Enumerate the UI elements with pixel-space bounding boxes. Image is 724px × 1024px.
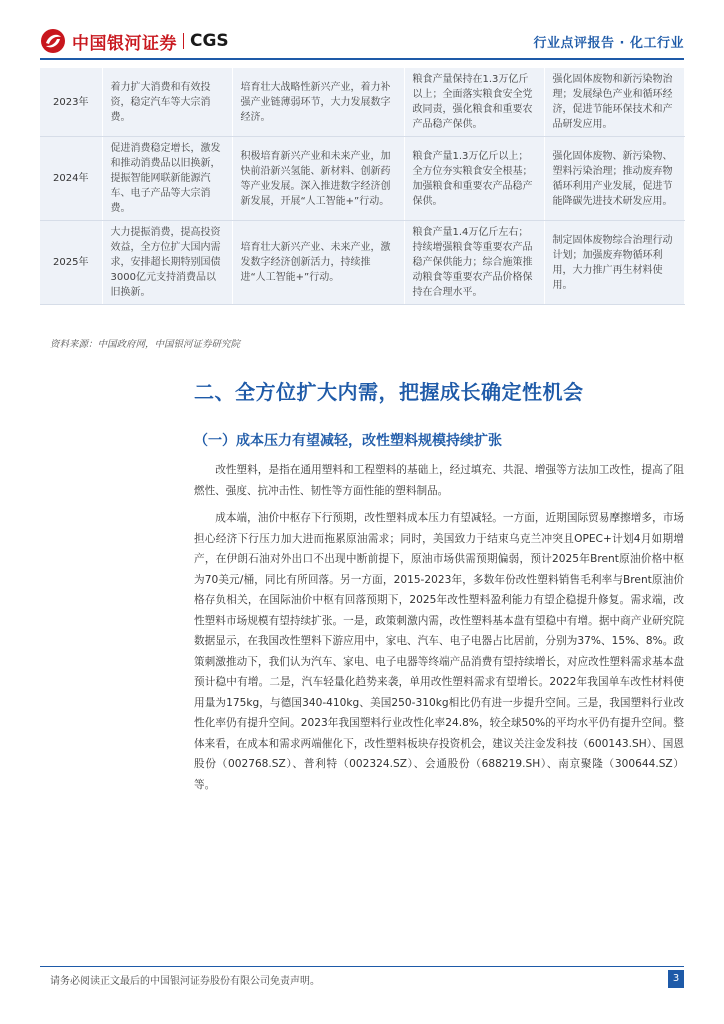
company-logo <box>40 28 229 54</box>
logo-chinese-name: 中国银河证券 <box>72 33 177 54</box>
table-cell-consumption: 促进消费稳定增长，激发和推动消费品以旧换新，提振智能网联新能源汽车、电子产品等大宗消费。 <box>102 137 232 221</box>
section-title: 二、全方位扩大内需，把握成长确定性机会 <box>194 380 584 404</box>
body-paragraph-analysis: 成本端，油价中枢存下行预期，改性塑料成本压力有望减轻。一方面，近期国际贸易摩擦增多，市场担心经济下行压力加大进而拖累原油需求；同时，美国致力于结束乌克兰冲突且OPEC+计划4月如期增产，在伊朗石油对外出口不出现中断前提下，原油市场供需预期偏弱，预计2025年Brent原油价格中枢为70美元/桶，同比有所回落。另一方面，2015-2023年，多数年份改性塑料销售毛利率与Brent原油价格存负相关，在国际油价中枢有回落预期下，2025年改性塑料盈利能力有望企稳提升修复。需求端，改性塑料市场规模有望持续扩张。一是，政策刺激内需，改性塑料基本盘有望稳中有增。据中商产业研究院数据显示，在我国改性塑料下游应用中，家电、汽车、电子电器占比居前，分别为37%、15%、8%。政策刺激推动下，我们认为汽车、家电、电子电器等终端产品消费有望持续增长，对应改性塑料需求基本盘预计稳中有增。二是，汽车轻量化趋势来袭，单用改性塑料需求有望增长。2022年我国单车改性材料使用量为175kg，与德国340-410kg、美国250-310kg相比仍有进一步提升空间。三是，我国塑料行业改性化率仍有提升空间。2023年我国塑料行业改性化率24.8%，较全球50%的平均水平仍有提升空间。整体来看，在成本和需求两端催化下，改性塑料板块存投资机会，建议关注金发科技（600143.SH）、国恩股份（002768.SZ）、普利特（002324.SZ）、会通股份（688219.SH）、南京聚隆（300644.SZ）等。 <box>194 512 684 791</box>
galaxy-logo-icon <box>40 28 66 54</box>
table-cell-environment: 制定固体废物综合治理行动计划；加强废弃物循环利用，大力推广再生材料使用。 <box>544 221 684 305</box>
page-number: 3 <box>668 970 684 988</box>
table-row <box>40 221 684 305</box>
footer-disclaimer: 请务必阅读正文最后的中国银河证券股份有限公司免责声明。 <box>50 976 320 987</box>
body-paragraph-definition: 改性塑料，是指在通用塑料和工程塑料的基础上，经过填充、共混、增强等方法加工改性，提高了阻燃性、强度、抗冲击性、韧性等方面性能的塑料制品。 <box>194 464 684 497</box>
logo-separator <box>183 33 184 49</box>
table-cell-industry: 积极培育新兴产业和未来产业，加快前沿新兴氢能、新材料、创新药等产业发展。深入推进数字经济创新发展，开展“人工智能+”行动。 <box>232 137 404 221</box>
policy-table <box>40 68 685 305</box>
table-cell-consumption: 着力扩大消费和有效投资，稳定汽车等大宗消费。 <box>102 68 232 137</box>
table-cell-year: 2024年 <box>40 137 102 221</box>
table-row <box>40 68 684 137</box>
footer-divider <box>40 966 684 967</box>
table-cell-industry: 培育壮大战略性新兴产业，着力补强产业链薄弱环节，大力发展数字经济。 <box>232 68 404 137</box>
table-cell-environment: 强化固体废物、新污染物、塑料污染治理；推动废弃物循环利用产业发展，促进节能降碳先进技术研发应用。 <box>544 137 684 221</box>
table-cell-agriculture: 粮食产量1.3万亿斤以上；全方位夯实粮食安全根基；加强粮食和重要农产品稳产保供。 <box>404 137 544 221</box>
table-cell-consumption: 大力提振消费，提高投资效益，全方位扩大国内需求，安排超长期特别国债3000亿元支持消费品以旧换新。 <box>102 221 232 305</box>
table-cell-year: 2025年 <box>40 221 102 305</box>
table-cell-agriculture: 粮食产量1.4万亿斤左右；持续增强粮食等重要农产品稳产保供能力；综合施策推动粮食等重要农产品价格保持在合理水平。 <box>404 221 544 305</box>
table-cell-agriculture: 粮食产量保持在1.3万亿斤以上；全面落实粮食安全党政同责，强化粮食和重要农产品稳产保供。 <box>404 68 544 137</box>
table-cell-year: 2023年 <box>40 68 102 137</box>
report-type-label: 行业点评报告 · 化工行业 <box>533 36 684 51</box>
table-row <box>40 137 684 221</box>
subsection-title: （一）成本压力有望减轻，改性塑料规模持续扩张 <box>194 433 502 449</box>
logo-english-name: CGS <box>190 31 229 51</box>
table-source-note: 资料来源：中国政府网，中国银河证券研究院 <box>50 339 241 350</box>
page-header <box>0 0 724 60</box>
table-cell-environment: 强化固体废物和新污染物治理；发展绿色产业和循环经济，促进节能环保技术和产品研发应用。 <box>544 68 684 137</box>
header-divider <box>40 58 684 60</box>
table-cell-industry: 培育壮大新兴产业、未来产业，激发数字经济创新活力，持续推进“人工智能+”行动。 <box>232 221 404 305</box>
